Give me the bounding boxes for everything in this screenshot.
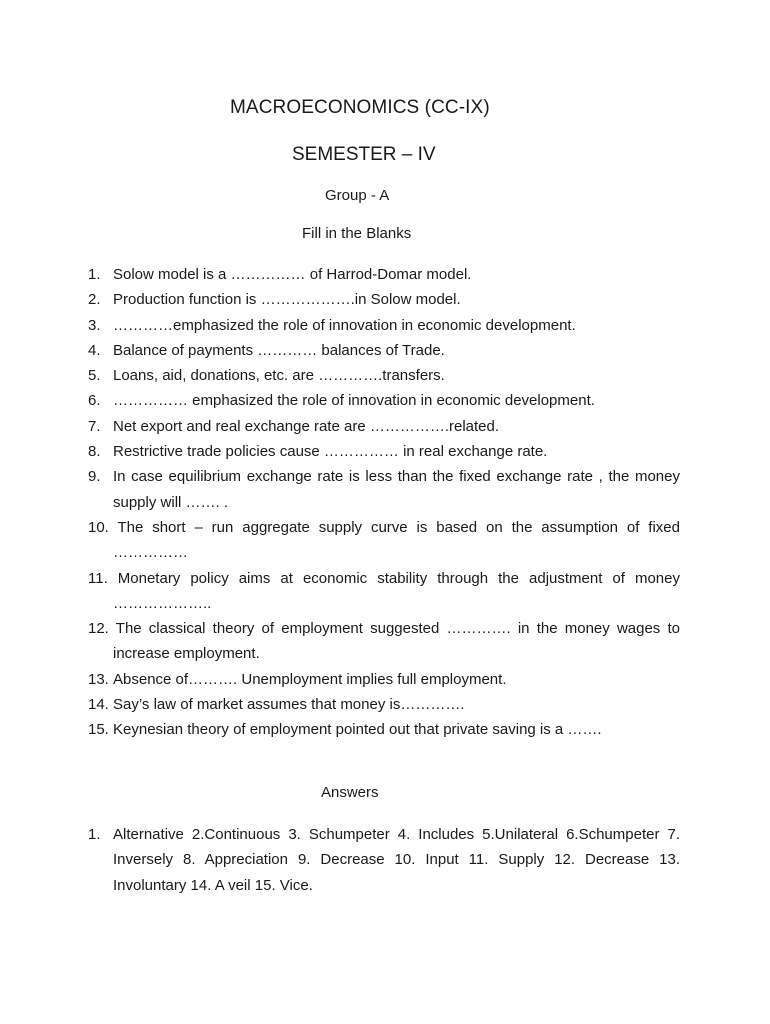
question-item	[88, 692, 680, 717]
semester-heading: SEMESTER – IV	[292, 144, 436, 165]
answer-text: Alternative 2.Continuous 3. Schumpeter 4. Includes 5.Unilateral 6.Schumpeter 7. Inversely 8. Appreciation 9. Decrease 10. Input 11. Supply 12. Decrease 13. Involuntary 14. A veil 15. Vice.	[113, 826, 680, 894]
question-item	[88, 566, 680, 617]
question-number: 4.	[88, 341, 101, 359]
question-item	[88, 363, 680, 388]
question-number: 10.	[88, 518, 109, 536]
question-text: In case equilibrium exchange rate is less than the fixed exchange rate , the money supply will ……. .	[113, 468, 680, 511]
question-text: Balance of payments ………… balances of Trade.	[113, 341, 445, 359]
document-title: MACROECONOMICS (CC-IX)	[230, 97, 490, 118]
question-number: 1.	[88, 266, 101, 283]
question-item	[88, 464, 680, 515]
question-item	[88, 515, 680, 566]
question-number: 2.	[88, 291, 101, 309]
question-text: Restrictive trade policies cause …………… in real exchange rate.	[113, 443, 548, 461]
question-number: 6.	[88, 392, 101, 410]
question-number: 5.	[88, 367, 101, 385]
question-number: 8.	[88, 443, 101, 461]
question-text: Monetary policy aims at economic stability through the adjustment of money ………………..	[113, 569, 680, 612]
question-item	[88, 287, 680, 312]
question-number: 15.	[88, 721, 109, 739]
answers-list	[88, 822, 680, 898]
question-list	[88, 262, 680, 743]
question-number: 13.	[88, 670, 109, 688]
question-number: 12.	[88, 620, 109, 638]
question-item	[88, 313, 680, 338]
question-text: Net export and real exchange rate are …………….related.	[113, 417, 500, 435]
question-text: Solow model is a …………… of Harrod-Domar model.	[113, 266, 472, 283]
question-item	[88, 388, 680, 413]
answer-number: 1.	[88, 826, 101, 843]
question-text: Loans, aid, donations, etc. are ………….transfers.	[113, 367, 445, 385]
question-text: …………emphasized the role of innovation in economic development.	[113, 316, 576, 334]
question-number: 7.	[88, 417, 101, 435]
group-heading: Group - A	[325, 187, 390, 204]
question-number: 11.	[88, 569, 108, 587]
question-item	[88, 667, 680, 692]
question-text: …………… emphasized the role of innovation in economic development.	[113, 392, 595, 410]
question-text: The short – run aggregate supply curve is based on the assumption of fixed ……………	[113, 518, 680, 562]
question-item	[88, 414, 680, 439]
question-text: The classical theory of employment suggested …………. in the money wages to increase employment.	[113, 620, 680, 663]
question-text: Keynesian theory of employment pointed out that private saving is a …….	[113, 721, 602, 739]
question-number: 9.	[88, 468, 101, 486]
question-item	[88, 338, 680, 363]
question-text: Production function is ……………….in Solow model.	[113, 291, 461, 309]
question-item	[88, 262, 680, 287]
question-number: 3.	[88, 316, 101, 334]
answers-heading: Answers	[321, 784, 379, 801]
question-number: 14.	[88, 696, 109, 714]
section-heading: Fill in the Blanks	[302, 225, 412, 242]
question-item	[88, 616, 680, 667]
question-item	[88, 439, 680, 464]
question-text: Say’s law of market assumes that money is………….	[113, 696, 465, 714]
question-item	[88, 717, 680, 742]
question-text: Absence of………. Unemployment implies full employment.	[113, 670, 507, 688]
